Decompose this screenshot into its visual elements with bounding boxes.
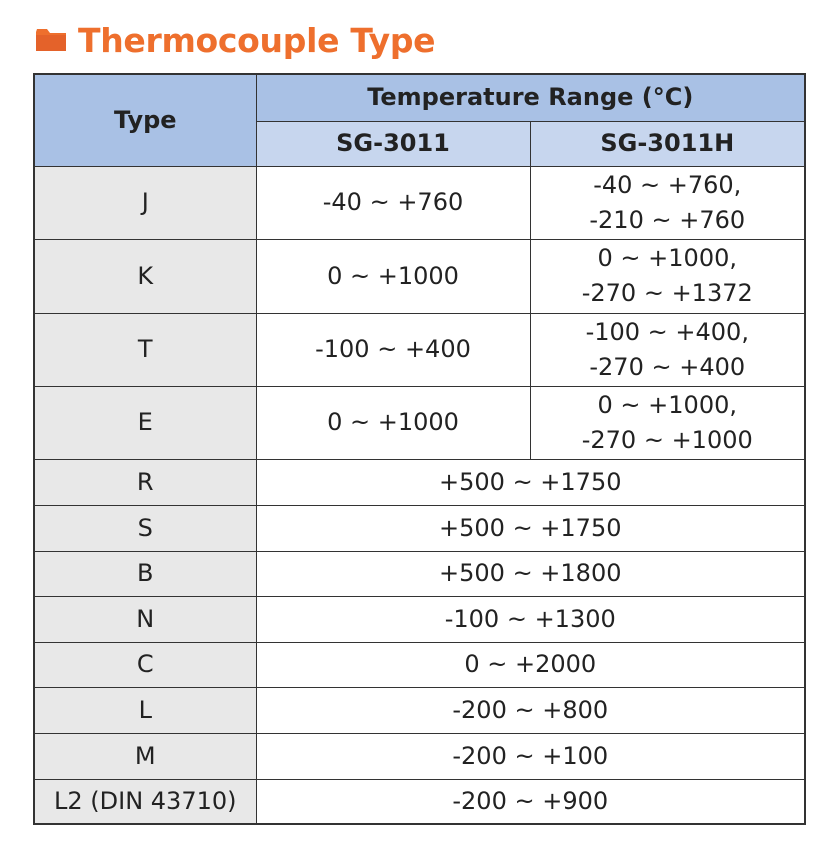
range-line: 0 ~ +1000,: [597, 244, 737, 272]
shared-range: -200 ~ +800: [256, 687, 805, 733]
type-cell: B: [34, 551, 256, 596]
type-cell: R: [34, 459, 256, 505]
shared-range: -200 ~ +100: [256, 733, 805, 779]
type-cell: J: [34, 166, 256, 239]
type-cell: T: [34, 313, 256, 386]
sg3011-range: 0 ~ +1000: [256, 386, 530, 459]
range-line: -270 ~ +1000: [581, 425, 753, 454]
type-cell: M: [34, 733, 256, 779]
range-line: -40 ~ +760,: [593, 170, 742, 199]
table-row: [34, 239, 805, 313]
range-line: -210 ~ +760: [589, 205, 746, 234]
thermocouple-table: [33, 73, 806, 825]
shared-range: +500 ~ +1750: [256, 459, 805, 505]
table-row: [34, 459, 805, 505]
sg3011h-range: [530, 239, 805, 313]
shared-range: 0 ~ +2000: [256, 642, 805, 687]
shared-range: -100 ~ +1300: [256, 596, 805, 642]
table-row: [34, 596, 805, 642]
sg3011-range: -100 ~ +400: [256, 313, 530, 386]
type-cell: K: [34, 239, 256, 313]
range-line: -270 ~ +1372: [581, 279, 753, 307]
table-row: [34, 642, 805, 687]
page-title-block: [36, 16, 435, 64]
sg3011h-range: [530, 313, 805, 386]
type-cell: N: [34, 596, 256, 642]
sg3011h-range: [530, 166, 805, 239]
type-cell: L: [34, 687, 256, 733]
table-row: [34, 166, 805, 239]
table-row: [34, 551, 805, 596]
type-cell: E: [34, 386, 256, 459]
header-temperature-range: Temperature Range (°C): [256, 74, 805, 121]
folder-icon: [36, 29, 66, 51]
range-line: -270 ~ +400: [589, 352, 746, 381]
sg3011-range: 0 ~ +1000: [256, 239, 530, 313]
shared-range: -200 ~ +900: [256, 779, 805, 824]
table-row: [34, 313, 805, 386]
page-title: Thermocouple Type: [78, 20, 436, 60]
type-cell: L2 (DIN 43710): [34, 779, 256, 824]
header-sg-3011h: SG-3011H: [530, 121, 805, 166]
table-row: [34, 687, 805, 733]
type-cell: C: [34, 642, 256, 687]
range-line: -100 ~ +400,: [585, 317, 749, 346]
table-row: [34, 779, 805, 824]
table-row: [34, 733, 805, 779]
type-cell: S: [34, 505, 256, 551]
range-line: 0 ~ +1000,: [597, 390, 737, 419]
header-type: Type: [34, 74, 256, 166]
shared-range: +500 ~ +1750: [256, 505, 805, 551]
table-row: [34, 505, 805, 551]
header-sg-3011: SG-3011: [256, 121, 530, 166]
shared-range: +500 ~ +1800: [256, 551, 805, 596]
table-row: [34, 386, 805, 459]
sg3011-range: -40 ~ +760: [256, 166, 530, 239]
sg3011h-range: [530, 386, 805, 459]
